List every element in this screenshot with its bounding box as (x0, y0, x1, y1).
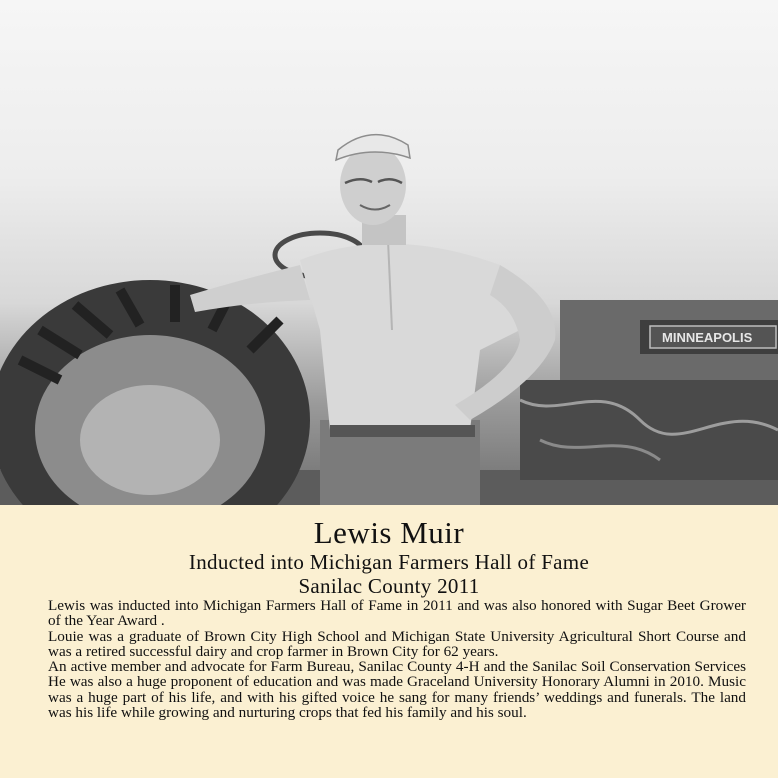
biography-text (48, 598, 746, 720)
biography-paragraph: Louie was a graduate of Brown City High School and Michigan State University Agricultural Short Course and was a retired successful dairy and crop farmer in Brown City for 62 years. (48, 627, 746, 660)
induction-title: Inducted into Michigan Farmers Hall of Fame (188, 550, 590, 574)
biography-paragraph: Lewis was inducted into Michigan Farmers Hall of Fame in 2011 and was also honored with Sugar Beet Grower of the Year Award . (48, 597, 746, 630)
caption-panel (0, 505, 778, 778)
biography-paragraph: An active member and advocate for Farm Bureau, Sanilac County 4-H and the Sanilac Soil Conservation Services He was also a huge proponent of education and was made Graceland University Honorary Alumni in 2010. Music was a huge part of his life, and with his gifted voice he sang for many friends’ weddings and funerals. The land was his life while growing and nurturing crops that fed his family and his soul. (48, 658, 746, 722)
honoree-name: Lewis Muir (313, 515, 465, 550)
tractor-badge-text: MINNEAPOLIS (662, 330, 753, 345)
county-year: Sanilac County 2011 (298, 574, 480, 598)
